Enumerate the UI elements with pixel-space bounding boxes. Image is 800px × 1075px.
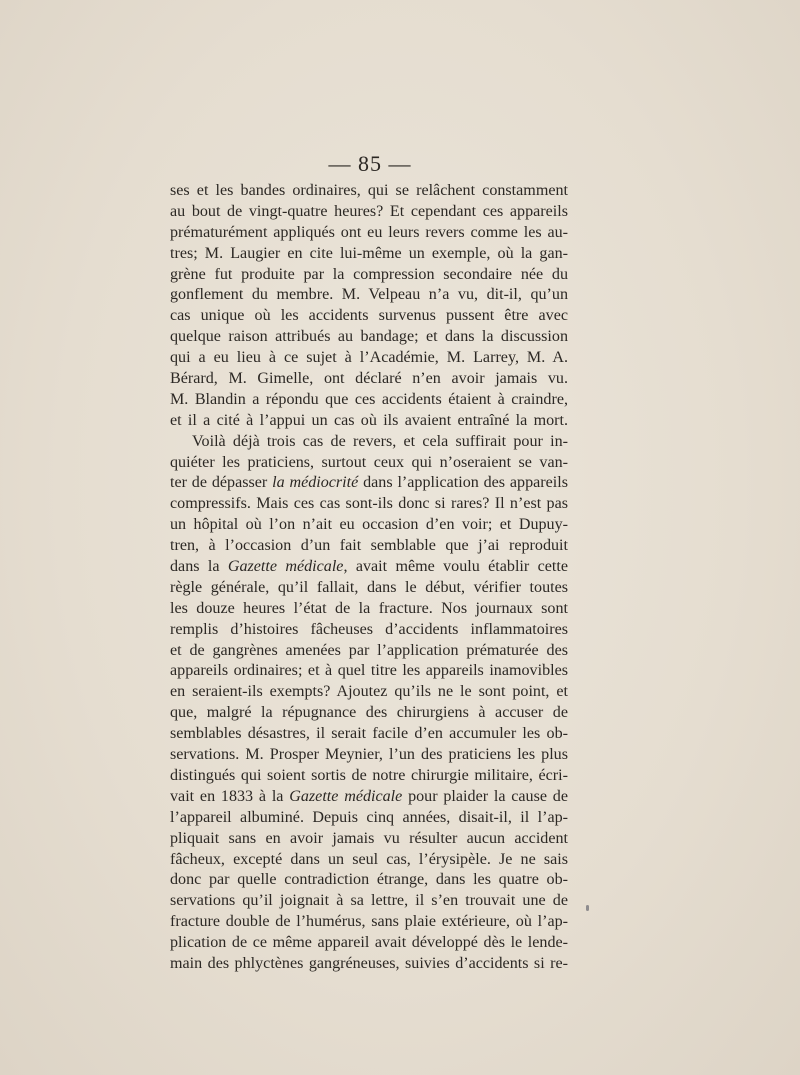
text-run: prématurément appliqués ont eu leurs revers comme les au-	[170, 223, 568, 241]
text-line	[170, 954, 568, 975]
text-run: tren, à l’occasion d’un fait semblable que j’ai reproduit	[170, 537, 568, 555]
text-run: pliquait sans en avoir jamais vu résulter aucun accident	[170, 829, 568, 847]
text-line	[170, 265, 568, 286]
text-run: dans la	[170, 558, 228, 576]
text-run: donc par quelle contradiction étrange, dans les quatre ob-	[170, 871, 568, 889]
text-line	[170, 473, 568, 494]
text-line	[170, 682, 568, 703]
text-line	[170, 202, 568, 223]
text-line	[170, 411, 568, 432]
paper-speck	[586, 905, 589, 911]
text-run: cas unique où les accidents survenus pussent être avec	[170, 307, 568, 325]
italic-title: Gazette médicale	[289, 787, 403, 805]
text-line	[170, 641, 568, 662]
text-line	[170, 515, 568, 536]
text-run: quelque raison attribués au bandage; et dans la discussion	[170, 328, 568, 346]
text-run: remplis d’histoires fâcheuses d’accidents inflammatoires	[170, 620, 568, 638]
text-run: servations qu’il joignait à sa lettre, il s’en trouvait une de	[170, 892, 568, 910]
text-line	[170, 724, 568, 745]
text-run: appareils ordinaires; et à quel titre les appareils inamovibles	[170, 662, 568, 680]
text-run: et de gangrènes amenées par l’application prématurée des	[170, 641, 568, 659]
text-run: tres; M. Laugier en cite lui-même un exemple, où la gan-	[170, 244, 568, 262]
text-run: compressifs. Mais ces cas sont-ils donc si rares? Il n’est pas	[170, 495, 568, 513]
text-run: ses et les bandes ordinaires, qui se relâchent constamment	[170, 182, 568, 199]
text-run: un hôpital où l’on n’ait eu occasion d’en voir; et Dupuy-	[170, 516, 568, 534]
text-line	[170, 912, 568, 933]
text-line	[170, 244, 568, 265]
text-line	[170, 933, 568, 954]
text-run: main des phlyctènes gangréneuses, suivies d’accidents si re-	[170, 954, 568, 972]
text-line	[170, 390, 568, 411]
text-run: Bérard, M. Gimelle, ont déclaré n’en avoir jamais vu.	[170, 370, 568, 388]
text-run: qui a eu lieu à ce sujet à l’Académie, M. Larrey, M. A.	[170, 349, 568, 367]
italic-title: Gazette médicale	[227, 558, 344, 576]
text-line	[170, 285, 568, 306]
text-line	[170, 453, 568, 474]
text-run: que, malgré la répugnance des chirurgiens à accuser de	[170, 704, 568, 722]
text-run: gonflement du membre. M. Velpeau n’a vu, dit-il, qu’un	[170, 286, 568, 304]
body-text	[170, 181, 568, 975]
text-run: semblables désastres, il serait facile d’en accumuler les ob-	[170, 725, 568, 743]
text-run: plication de ce même appareil avait développé dès le lende-	[170, 934, 568, 952]
text-line	[170, 745, 568, 766]
text-line	[170, 808, 568, 829]
text-run: grène fut produite par la compression secondaire née du	[170, 265, 568, 283]
text-line	[170, 348, 568, 369]
text-line	[170, 536, 568, 557]
text-line	[170, 829, 568, 850]
text-line	[170, 369, 568, 390]
italic-title: la médiocrité	[272, 474, 359, 492]
text-run: pour plaider la cause de	[402, 787, 568, 805]
text-run: quiéter les praticiens, surtout ceux qui n’oseraient se van-	[170, 453, 568, 471]
text-run: en seraient-ils exempts? Ajoutez qu’ils ne le sont point, et	[170, 683, 568, 701]
text-run: , avait même voulu établir cette	[343, 558, 568, 576]
text-line	[170, 223, 568, 244]
text-run: dans l’application des appareils	[358, 474, 568, 492]
text-line	[170, 432, 568, 453]
text-run: M. Blandin a répondu que ces accidents étaient à craindre,	[170, 390, 568, 408]
text-line	[170, 870, 568, 891]
page-number: — 85 —	[328, 151, 412, 176]
text-line	[170, 181, 568, 202]
text-line	[170, 891, 568, 912]
text-line	[170, 306, 568, 327]
text-run: servations. M. Prosper Meynier, l’un des praticiens les plus	[170, 746, 568, 764]
text-line	[170, 578, 568, 599]
text-run: vait en 1833 à la	[170, 787, 290, 805]
text-line	[170, 327, 568, 348]
text-run: les douze heures l’état de la fracture. Nos journaux sont	[170, 599, 568, 617]
text-line	[170, 766, 568, 787]
text-line	[170, 494, 568, 515]
text-line	[170, 661, 568, 682]
text-run: et il a cité à l’appui un cas où ils avaient entraîné la mort.	[170, 411, 568, 429]
text-run: ter de dépasser	[170, 474, 273, 492]
text-line	[170, 787, 568, 808]
text-run: l’appareil albuminé. Depuis cinq années, disait-il, il l’ap-	[170, 808, 568, 826]
text-line	[170, 620, 568, 641]
text-line	[170, 557, 568, 578]
text-run: fracture double de l’humérus, sans plaie extérieure, où l’ap-	[170, 913, 568, 931]
text-run: règle générale, qu’il fallait, dans le début, vérifier toutes	[170, 578, 568, 596]
text-run: au bout de vingt-quatre heures? Et cependant ces appareils	[170, 202, 568, 220]
text-run: distingués qui soient sortis de notre chirurgie militaire, écri-	[170, 766, 568, 784]
text-run: fâcheux, excepté dans un seul cas, l’érysipèle. Je ne sais	[170, 850, 568, 868]
text-line	[170, 599, 568, 620]
text-run: Voilà déjà trois cas de revers, et cela suffirait pour in-	[192, 432, 568, 450]
text-line	[170, 703, 568, 724]
text-line	[170, 850, 568, 871]
